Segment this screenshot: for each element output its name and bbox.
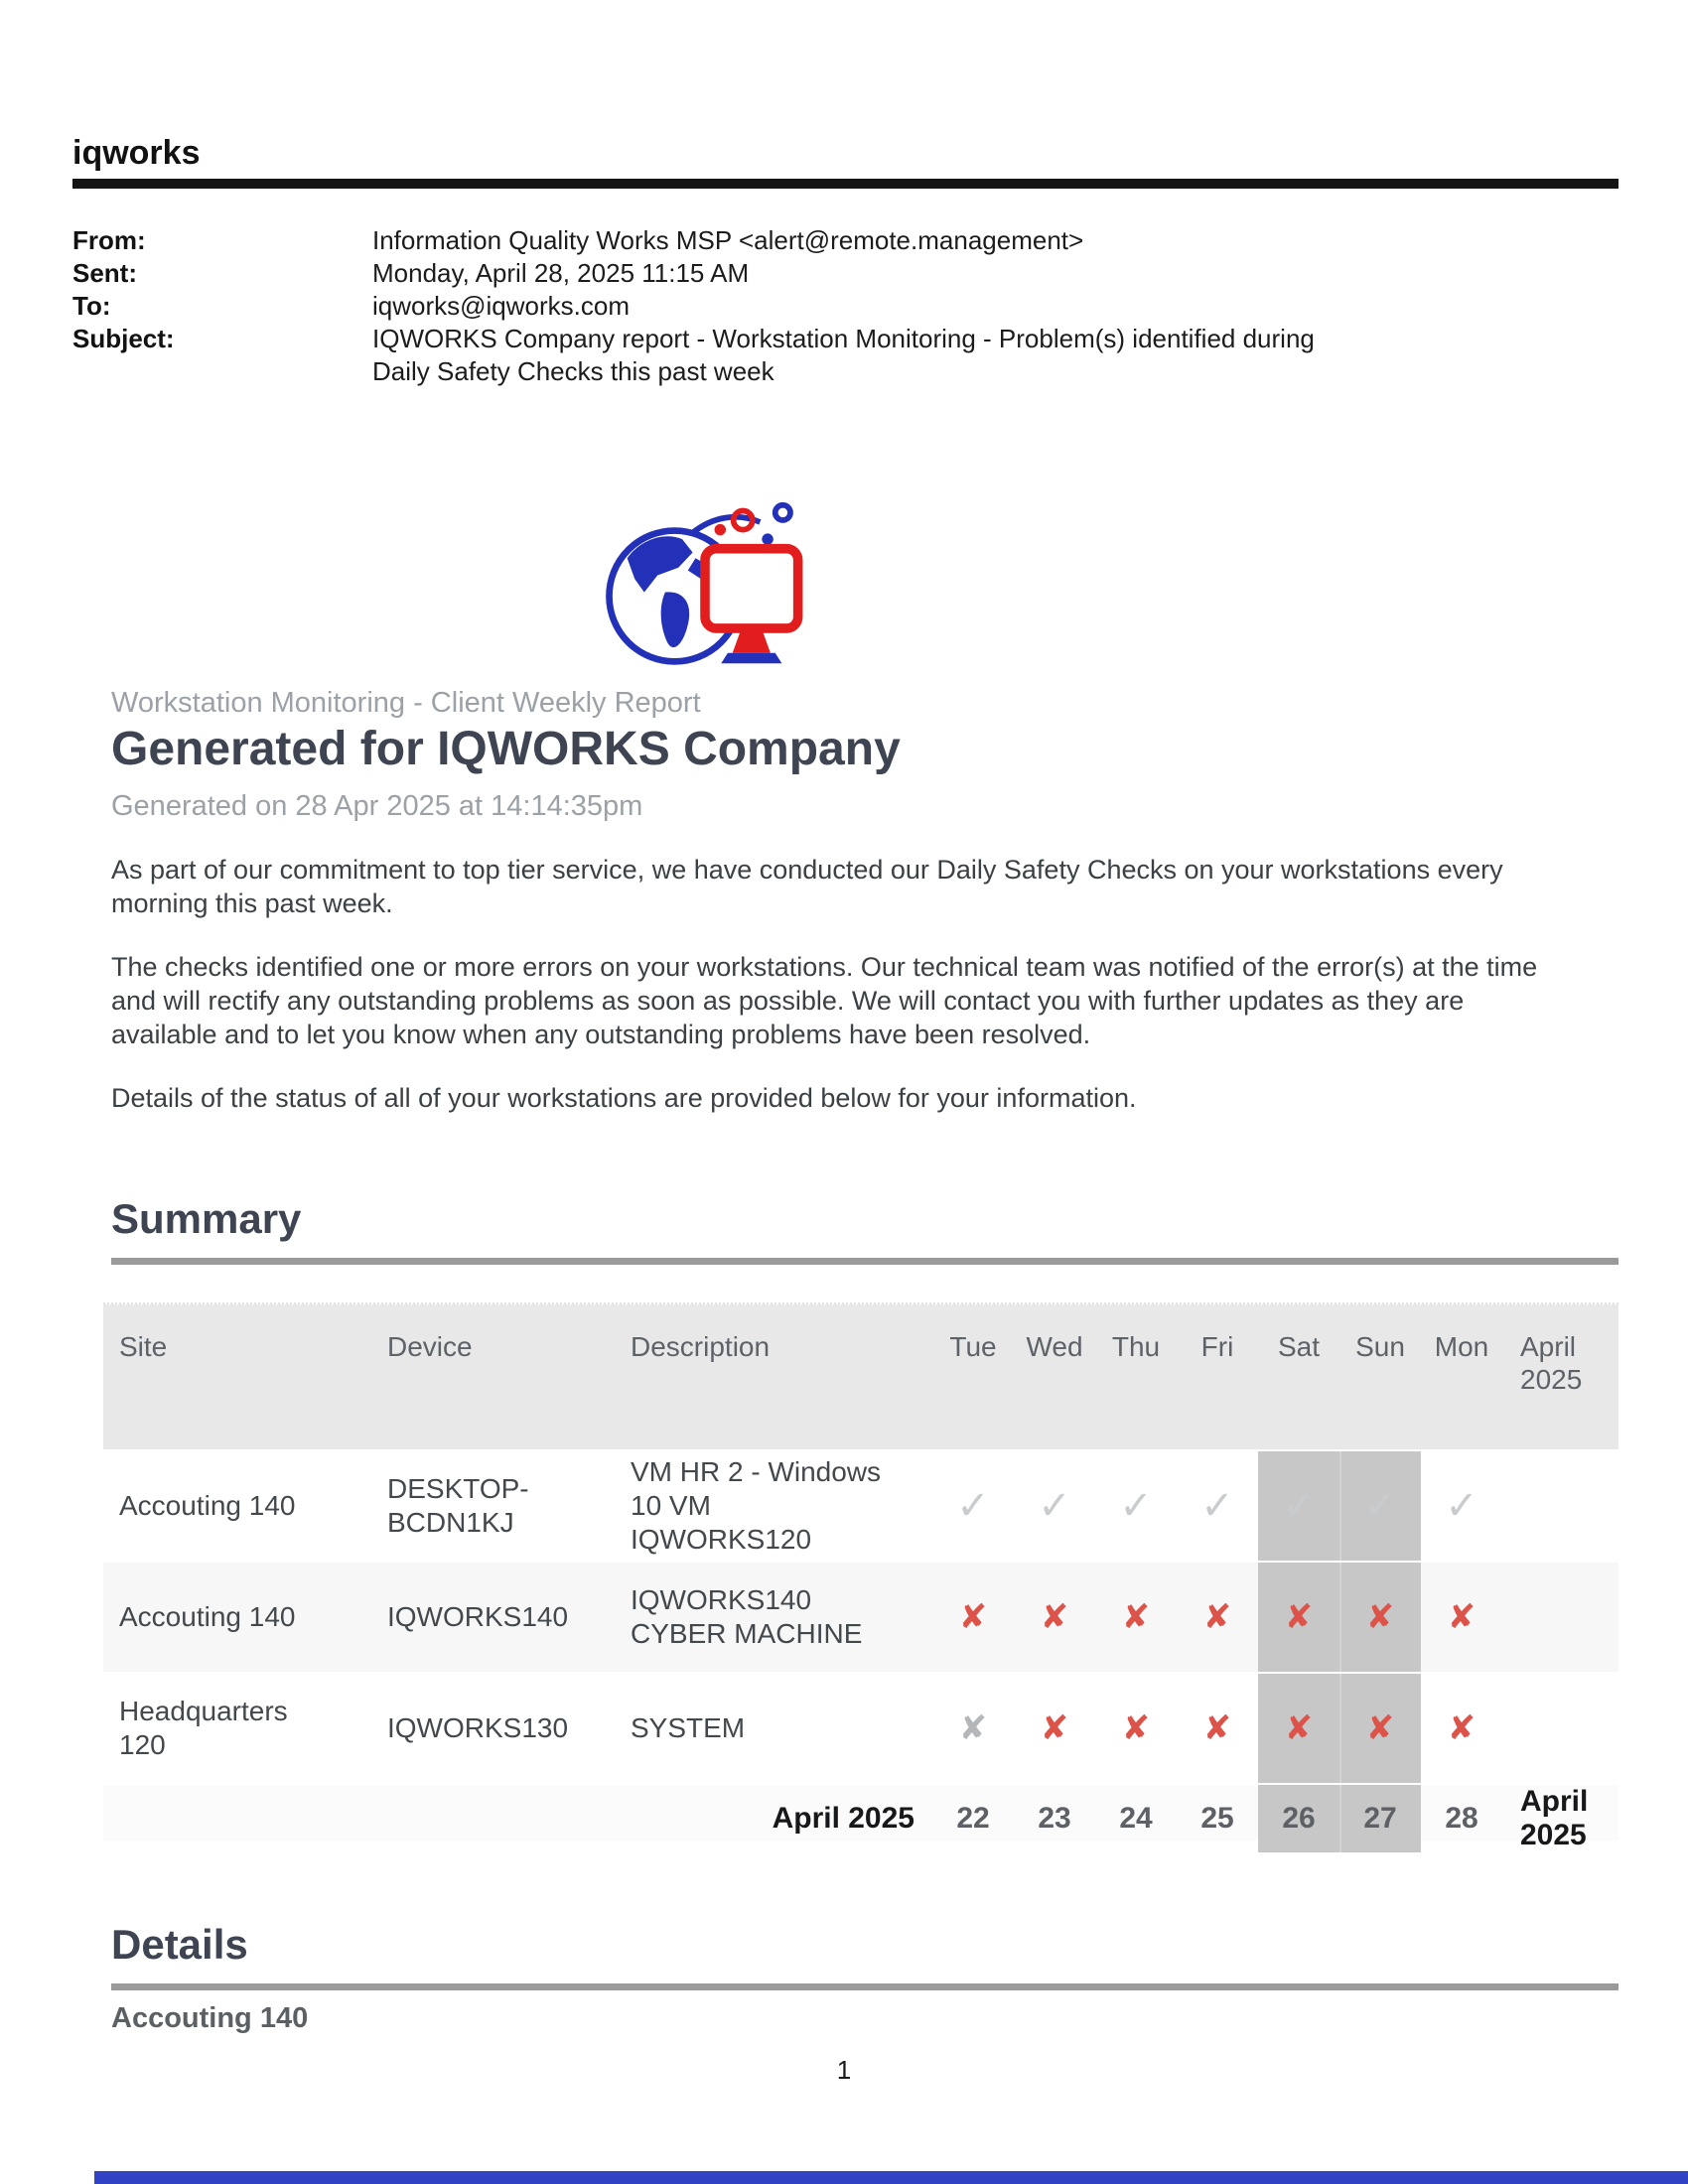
status-cell [1421,1674,1502,1783]
footer-date-cell: 26 [1258,1785,1339,1852]
description-text: IQWORKS140 CYBER MACHINE [631,1584,863,1649]
site-text: Headquarters 120 [119,1696,288,1760]
cross-icon: ✘ [958,1598,988,1636]
column-header-fri: Fri [1200,1331,1234,1362]
footer-date-cell: 27 [1339,1785,1421,1852]
brand-rule [72,179,1618,189]
check-icon: ✓ [1363,1484,1397,1528]
cross-icon: ✘ [1202,1598,1232,1636]
generated-timestamp: Generated on 28 Apr 2025 at 14:14:35pm [111,790,643,822]
description-text: VM HR 2 - Windows 10 VM IQWORKS120 [631,1456,882,1555]
details-rule [111,1983,1618,1990]
device-cell [371,1563,615,1672]
month-cell [1502,1674,1618,1783]
footer-month-label-left: April 2025 [772,1802,914,1835]
cross-icon: ✘ [1365,1709,1395,1747]
site-cell [103,1674,371,1783]
sent-value: Monday, April 28, 2025 11:15 AM [372,258,750,288]
site-text: Accouting 140 [119,1490,296,1521]
from-label: From: [72,225,146,255]
status-cell [1014,1451,1095,1561]
brand-logo-text: iqworks [72,134,201,172]
intro-paragraph-2: The checks identified one or more errors on your workstations. Our technical team was notified of the error(s) at the time and will rectify any outstanding problems as soon as possible. We will contact you with further updates as they are available and to let you know when any outstanding problems have been resolved. [111,952,1538,1049]
from-row [72,224,1688,257]
status-cell [1177,1674,1258,1783]
to-value: iqworks@iqworks.com [372,291,630,321]
subject-value [372,323,1315,388]
footer-date-cell: 28 [1445,1802,1478,1835]
status-cell [1258,1674,1339,1783]
intro-paragraph-1: As part of our commitment to top tier service, we have conducted our Daily Safety Checks on your workstations every morning this past week. [111,855,1503,918]
subject-row [72,323,1688,388]
report-body [111,686,1618,2038]
cross-icon: ✘ [1447,1709,1477,1747]
check-icon: ✓ [1200,1484,1234,1528]
table-row [103,1561,1618,1672]
status-cell [932,1674,1014,1783]
device-text: IQWORKS140 [387,1601,569,1632]
status-cell [1095,1563,1177,1672]
cross-icon: ✘ [1447,1598,1477,1636]
email-header-fields [72,224,1688,388]
column-header-tue: Tue [949,1331,997,1362]
device-text: DESKTOP-BCDN1KJ [387,1473,529,1538]
sent-row [72,257,1688,290]
subject-label: Subject: [72,324,175,353]
table-row [103,1672,1618,1783]
description-cell [615,1451,932,1561]
cross-icon: ✘ [1284,1598,1314,1636]
summary-heading: Summary [111,1195,302,1242]
cross-icon: ✘ [1121,1598,1151,1636]
masthead [0,0,1688,189]
intro-paragraph-3: Details of the status of all of your workstations are provided below for your information. [111,1083,1137,1113]
footer-date-cell: 22 [956,1802,990,1835]
check-icon: ✓ [1119,1484,1153,1528]
details-site-subheading: Accouting 140 [111,2002,309,2034]
status-cell [1258,1451,1339,1561]
column-header-wed: Wed [1026,1331,1083,1362]
cross-icon: ✘ [958,1709,988,1747]
footer-date-cell: 25 [1200,1802,1234,1835]
status-cell [1177,1563,1258,1672]
description-cell [615,1674,932,1783]
globe-monitor-icon [596,499,814,670]
status-cell [1339,1674,1421,1783]
description-text: SYSTEM [631,1712,746,1743]
check-icon: ✓ [956,1484,990,1528]
report-kicker: Workstation Monitoring - Client Weekly Report [111,687,701,719]
status-cell [1095,1451,1177,1561]
summary-table [103,1302,1618,1851]
status-cell [932,1451,1014,1561]
cross-icon: ✘ [1202,1709,1232,1747]
sent-label: Sent: [72,258,137,288]
column-header-device: Device [387,1331,473,1362]
status-cell [1421,1563,1502,1672]
column-header-description: Description [631,1331,771,1362]
to-row [72,290,1688,323]
status-cell [932,1563,1014,1672]
device-text: IQWORKS130 [387,1712,569,1743]
device-cell [371,1674,615,1783]
status-cell [1014,1563,1095,1672]
table-row [103,1449,1618,1561]
footer-date-cell: 23 [1038,1802,1071,1835]
column-header-mon: Mon [1434,1331,1489,1362]
summary-table-footer-row [103,1783,1618,1851]
device-cell [371,1451,615,1561]
summary-rule [111,1258,1618,1265]
cross-icon: ✘ [1040,1709,1069,1747]
footer-date-cell: 24 [1119,1802,1153,1835]
to-label: To: [72,291,111,321]
status-cell [1339,1563,1421,1672]
check-icon: ✓ [1445,1484,1478,1528]
status-cell [1258,1563,1339,1672]
cross-icon: ✘ [1121,1709,1151,1747]
status-cell [1177,1451,1258,1561]
report-title: Generated for IQWORKS Company [111,723,901,775]
column-header-sun: Sun [1355,1331,1405,1362]
column-header-sat: Sat [1277,1331,1321,1362]
subject-line-2: Daily Safety Checks this past week [372,356,774,386]
footer-month-label-right: April 2025 [1520,1785,1589,1851]
summary-table-header-row [103,1304,1618,1449]
cross-icon: ✘ [1365,1598,1395,1636]
status-cell [1421,1451,1502,1561]
from-value: Information Quality Works MSP <alert@remote.management> [372,225,1084,255]
month-cell [1502,1563,1618,1672]
cross-icon: ✘ [1040,1598,1069,1636]
month-cell [1502,1451,1618,1561]
subject-line-1: IQWORKS Company report - Workstation Monitoring - Problem(s) identified during [372,324,1315,353]
site-cell [103,1563,371,1672]
company-logo [596,499,814,670]
check-icon: ✓ [1282,1484,1316,1528]
check-icon: ✓ [1038,1484,1071,1528]
column-header-site: Site [119,1331,168,1362]
column-header-thu: Thu [1111,1331,1161,1362]
details-heading: Details [111,1921,248,1968]
site-text: Accouting 140 [119,1601,296,1632]
site-cell [103,1451,371,1561]
column-header-april-2025: April 2025 [1520,1331,1583,1395]
status-cell [1339,1451,1421,1561]
next-page-blue-bar [94,2171,1688,2184]
cross-icon: ✘ [1284,1709,1314,1747]
status-cell [1014,1674,1095,1783]
page-number: 1 [836,2055,852,2085]
description-cell [615,1563,932,1672]
status-cell [1095,1674,1177,1783]
